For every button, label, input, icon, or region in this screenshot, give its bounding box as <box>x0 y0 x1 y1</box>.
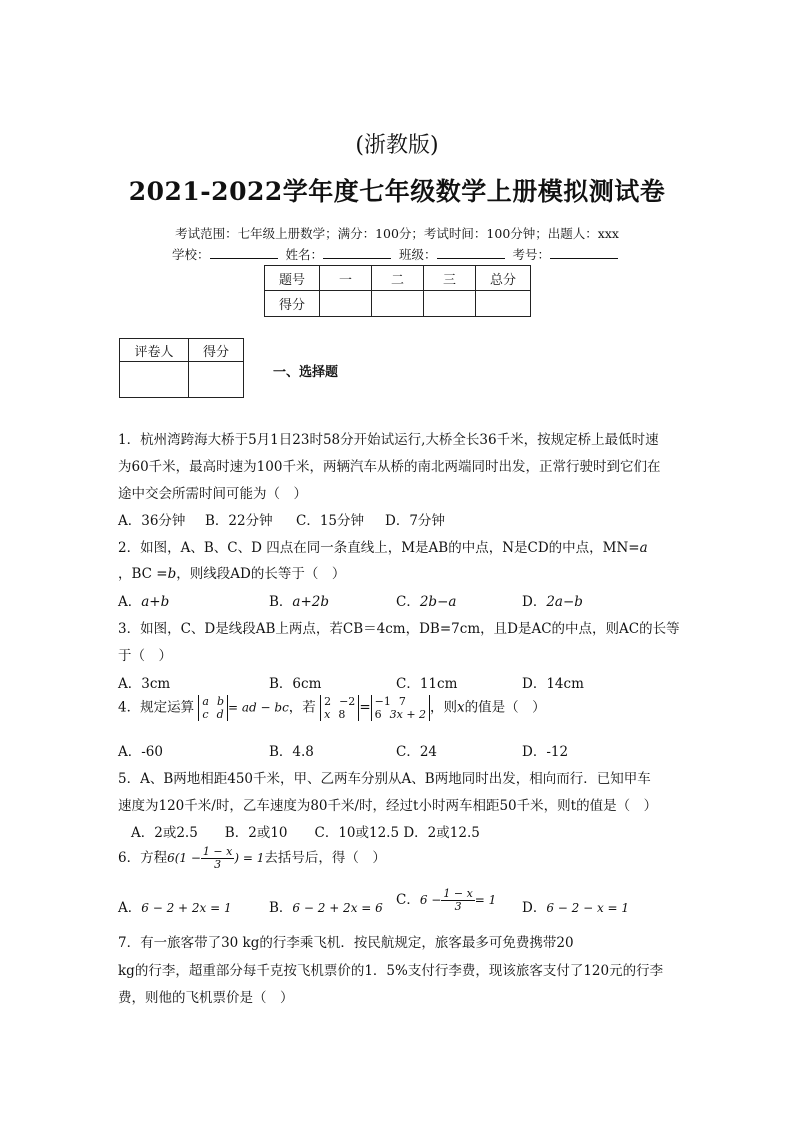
det-entry: d <box>216 708 224 721</box>
score-row-label: 得分 <box>265 291 320 317</box>
q4-equals: = <box>359 699 371 716</box>
student-fields <box>0 245 794 263</box>
q4-option-a: A．-60 <box>118 744 163 760</box>
q6-option-d <box>522 896 629 916</box>
q2-var-a: a <box>639 540 648 556</box>
fraction-numerator: 1 − x <box>443 887 473 900</box>
q2-text: 2．如图，A、B、C、D 四点在同一条直线上，M是AB的中点，N是CD的中点，MN= <box>118 540 640 556</box>
det-entry: −2 <box>339 695 356 708</box>
q1-option-c: C．15分钟 <box>296 513 365 529</box>
name-blank <box>323 245 391 259</box>
q1-line: 为60千米，最高时速为100千米，两辆汽车从桥的南北两端同时出发，正常行驶时到它们在 <box>118 459 661 475</box>
score-cell <box>424 291 476 317</box>
score-cell <box>476 291 531 317</box>
q6-fraction <box>201 846 234 871</box>
q6-line <box>118 846 386 871</box>
q1-option-b: B．22分钟 <box>205 513 273 529</box>
q1-line: 途中交会所需时间可能为（ ） <box>118 486 307 502</box>
q6-option-a <box>118 896 232 916</box>
q4-text: ，若 <box>288 699 316 716</box>
option-expr: 6 − <box>419 893 442 907</box>
fraction-denominator: 3 <box>454 900 462 913</box>
q4-option-d: D．-12 <box>522 744 569 760</box>
q2-line <box>118 536 648 556</box>
det-entry: c <box>202 708 209 721</box>
option-expr: 6 − 2 + 2x = 6 <box>292 901 383 915</box>
q4-def-eq: = ad − bc <box>228 700 289 715</box>
q4-line <box>118 695 546 721</box>
q3-option-a: A．3cm <box>118 676 171 692</box>
grader-header: 评卷人 <box>120 339 189 362</box>
score-table <box>264 265 531 317</box>
section-title: 一、选择题 <box>273 365 339 380</box>
q2-option-d <box>522 590 583 610</box>
q2-text: ，BC = <box>118 566 168 582</box>
q4-text: ，则 <box>430 699 458 716</box>
q3-option-d: D．14cm <box>522 676 584 692</box>
option-letter: A． <box>118 900 142 916</box>
q6-text: 6．方程 <box>118 850 168 866</box>
q2-option-c <box>396 590 456 610</box>
score-header: 题号 <box>265 266 320 291</box>
option-letter: A． <box>118 594 142 610</box>
grader-table <box>119 338 244 398</box>
q6-c-fraction <box>441 888 474 913</box>
q2-option-b <box>269 590 329 610</box>
q6-option-b <box>269 896 383 916</box>
q2-var-b: b <box>167 566 177 582</box>
q2-option-a <box>118 590 169 610</box>
score-header: 二 <box>372 266 424 291</box>
option-letter: B． <box>269 594 293 610</box>
q4-text: 4．规定运算 <box>118 699 195 716</box>
q3-option-b: B．6cm <box>269 676 322 692</box>
option-letter: D． <box>522 900 547 916</box>
q1-option-d: D．7分钟 <box>385 513 445 529</box>
id-blank <box>550 245 618 259</box>
det-entry: b <box>216 695 224 708</box>
score-header: 总分 <box>476 266 531 291</box>
det-entry: 8 <box>338 708 346 721</box>
score-header: 一 <box>320 266 372 291</box>
fraction-numerator: 1 − x <box>202 845 233 858</box>
option-expr: a+b <box>141 594 170 610</box>
option-expr: 2b−a <box>419 594 457 610</box>
option-letter: C． <box>396 594 420 610</box>
q2-line <box>118 562 345 582</box>
q7-line: 7．有一旅客带了30 kg的行李乘飞机．按民航规定，旅客最多可免费携带20 <box>118 935 574 951</box>
score-header: 三 <box>424 266 476 291</box>
q4-option-b: B．4.8 <box>269 744 314 760</box>
q4-option-c: C．24 <box>396 744 438 760</box>
q1-option-a: A．36分钟 <box>118 513 186 529</box>
q7-line: kg的行李，超重部分每千克按飞机票价的1．5%支付行李费，现该旅客支付了120元的行李 <box>118 963 664 979</box>
det-entry: 7 <box>398 695 406 708</box>
q5-options: A．2或2.5 B．2或10 C．10或12.5 D．2或12.5 <box>131 825 480 841</box>
option-letter: B． <box>269 900 293 916</box>
q6-rhs: ) = 1 <box>234 851 265 865</box>
grader-cell <box>120 362 189 398</box>
q6-option-c <box>396 888 496 913</box>
option-expr: = 1 <box>474 893 497 907</box>
option-expr: a+2b <box>292 594 330 610</box>
school-blank <box>210 245 278 259</box>
q4-det-def <box>198 695 228 721</box>
option-expr: 6 − 2 − x = 1 <box>546 901 630 915</box>
q7-line: 费，则他的飞机票价是（ ） <box>118 990 294 1006</box>
option-expr: 2a−b <box>546 594 583 610</box>
q4-det-2 <box>371 695 430 721</box>
fraction-denominator: 3 <box>214 858 222 871</box>
q2-text: ，则线段AD的长等于（ ） <box>176 566 346 582</box>
q1-line: 1．杭州湾跨海大桥于5月1日23时58分开始试运行,大桥全长36千米，按规定桥上最低时速 <box>118 432 659 448</box>
option-expr: 6 − 2 + 2x = 1 <box>141 901 232 915</box>
det-entry: 6 <box>374 708 382 721</box>
class-blank <box>437 245 505 259</box>
school-label: 学校： <box>171 247 210 262</box>
q3-line: 3．如图，C、D是线段AB上两点，若CB＝4cm，DB=7cm，且D是AC的中点，则AC的长等 <box>118 621 680 637</box>
class-label: 班级： <box>398 247 437 262</box>
grader-cell <box>189 362 244 398</box>
det-entry: −1 <box>374 695 391 708</box>
det-entry: a <box>202 695 209 708</box>
name-label: 姓名： <box>285 247 323 262</box>
exam-title: 2021-2022学年度七年级数学上册模拟测试卷 <box>128 177 666 206</box>
det-entry: 2 <box>324 695 332 708</box>
option-letter: D． <box>522 594 547 610</box>
q6-text: 去括号后，得（ ） <box>264 850 386 866</box>
q3-option-c: C．11cm <box>396 676 458 692</box>
score-cell <box>372 291 424 317</box>
q6-lhs: 6(1 − <box>167 851 201 865</box>
q3-line: 于（ ） <box>118 648 172 664</box>
q4-var: x <box>457 699 465 716</box>
id-label: 考号： <box>512 247 550 262</box>
grader-header: 得分 <box>189 339 244 362</box>
edition-label: (浙教版) <box>355 133 439 158</box>
exam-info: 考试范围：七年级上册数学；满分：100分；考试时间：100分钟；出题人：xxx <box>175 226 619 241</box>
det-entry: x <box>324 708 331 721</box>
det-entry: 3x + 2 <box>389 708 427 721</box>
q5-line: 5．A、B两地相距450千米，甲、乙两车分别从A、B两地同时出发，相向而行．已知甲车 <box>118 771 651 787</box>
q4-text: 的值是（ ） <box>464 699 546 716</box>
q4-det-1 <box>320 695 359 721</box>
option-letter: C． <box>396 892 420 908</box>
q5-line: 速度为120千米/时，乙车速度为80千米/时，经过t小时两车相距50千米，则t的值是（ ） <box>118 798 658 814</box>
score-cell <box>320 291 372 317</box>
